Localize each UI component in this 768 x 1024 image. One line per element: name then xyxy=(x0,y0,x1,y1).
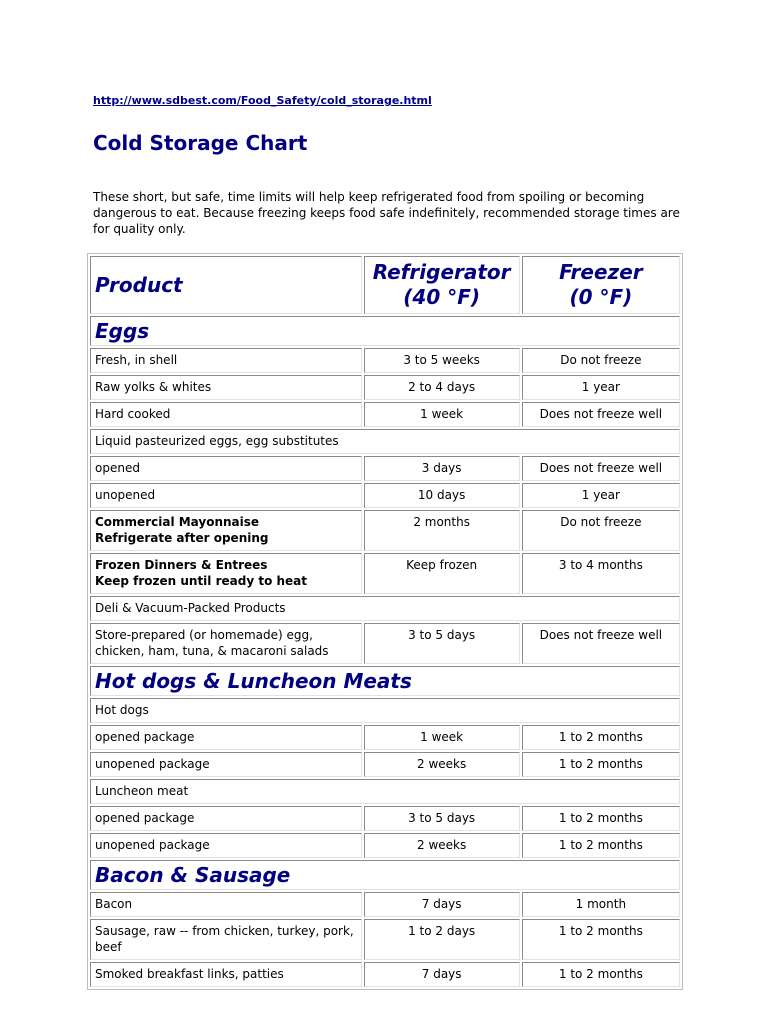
cell-freezer: Does not freeze well xyxy=(522,623,680,664)
table-row xyxy=(90,510,680,551)
cell-product: Deli & Vacuum-Packed Products xyxy=(90,596,680,621)
cell-refrigerator: Keep frozen xyxy=(364,553,520,594)
section-eggs: Eggs xyxy=(90,316,680,346)
cell-refrigerator: 2 months xyxy=(364,510,520,551)
frozen-dinners-note: Keep frozen until ready to heat xyxy=(95,574,308,588)
cell-product xyxy=(90,553,362,594)
intro-paragraph: These short, but safe, time limits will help keep refrigerated food from spoiling or becoming dangerous to eat. Because freezing keeps food safe indefinitely, recommended storage times are for quality only. xyxy=(93,190,680,236)
cell-freezer: 1 to 2 months xyxy=(522,962,680,987)
cell-product: Store-prepared (or homemade) egg, chicken, ham, tuna, & macaroni salads xyxy=(90,623,362,664)
table-row xyxy=(90,348,680,373)
cell-freezer: 1 to 2 months xyxy=(522,725,680,750)
cell-refrigerator: 3 to 5 days xyxy=(364,623,520,664)
cell-product: Raw yolks & whites xyxy=(90,375,362,400)
cell-refrigerator: 3 to 5 weeks xyxy=(364,348,520,373)
table-row xyxy=(90,596,680,621)
table-row xyxy=(90,725,680,750)
cell-freezer: Does not freeze well xyxy=(522,402,680,427)
cell-product: unopened package xyxy=(90,752,362,777)
table-row xyxy=(90,892,680,917)
cell-product xyxy=(90,510,362,551)
cell-product: Hard cooked xyxy=(90,402,362,427)
table-row xyxy=(90,919,680,960)
cell-freezer: 1 to 2 months xyxy=(522,833,680,858)
table-row xyxy=(90,806,680,831)
cell-product: unopened xyxy=(90,483,362,508)
cell-freezer: Does not freeze well xyxy=(522,456,680,481)
cell-freezer: 1 year xyxy=(522,483,680,508)
header-product: Product xyxy=(90,256,362,314)
header-refrigerator-line2: (40 °F) xyxy=(403,285,481,309)
cell-refrigerator: 2 weeks xyxy=(364,833,520,858)
cell-product: opened package xyxy=(90,806,362,831)
table-row xyxy=(90,375,680,400)
cell-product: opened xyxy=(90,456,362,481)
frozen-dinners-name: Frozen Dinners & Entrees xyxy=(95,558,268,572)
header-refrigerator xyxy=(364,256,520,314)
cell-product: Smoked breakfast links, patties xyxy=(90,962,362,987)
table-row xyxy=(90,623,680,664)
header-freezer xyxy=(522,256,680,314)
table-row xyxy=(90,752,680,777)
cell-refrigerator: 7 days xyxy=(364,892,520,917)
header-freezer-line2: (0 °F) xyxy=(569,285,633,309)
cell-product: Fresh, in shell xyxy=(90,348,362,373)
cell-refrigerator: 7 days xyxy=(364,962,520,987)
table-row xyxy=(90,962,680,987)
page-title: Cold Storage Chart xyxy=(93,131,308,155)
cell-refrigerator: 1 week xyxy=(364,725,520,750)
table-row xyxy=(90,429,680,454)
cell-freezer: 1 month xyxy=(522,892,680,917)
cell-product: Liquid pasteurized eggs, egg substitutes xyxy=(90,429,680,454)
cell-product: Luncheon meat xyxy=(90,779,680,804)
cell-freezer: Do not freeze xyxy=(522,348,680,373)
cell-freezer: 1 to 2 months xyxy=(522,919,680,960)
cell-product: Sausage, raw -- from chicken, turkey, pork, beef xyxy=(90,919,362,960)
cell-product: unopened package xyxy=(90,833,362,858)
table-header-row xyxy=(90,256,680,314)
section-hotdogs: Hot dogs & Luncheon Meats xyxy=(90,666,680,696)
cell-refrigerator: 2 weeks xyxy=(364,752,520,777)
table-row xyxy=(90,833,680,858)
cell-freezer: 1 year xyxy=(522,375,680,400)
cell-refrigerator: 1 week xyxy=(364,402,520,427)
table-row xyxy=(90,402,680,427)
cell-product: opened package xyxy=(90,725,362,750)
cell-freezer: 1 to 2 months xyxy=(522,806,680,831)
cell-product: Bacon xyxy=(90,892,362,917)
cell-refrigerator: 1 to 2 days xyxy=(364,919,520,960)
cell-refrigerator: 2 to 4 days xyxy=(364,375,520,400)
section-bacon: Bacon & Sausage xyxy=(90,860,680,890)
header-freezer-line1: Freezer xyxy=(559,260,643,284)
cell-refrigerator: 3 days xyxy=(364,456,520,481)
cell-refrigerator: 10 days xyxy=(364,483,520,508)
table-row xyxy=(90,779,680,804)
table-row xyxy=(90,456,680,481)
source-url-link[interactable]: http://www.sdbest.com/Food_Safety/cold_storage.html xyxy=(93,94,432,107)
cold-storage-table xyxy=(87,253,683,990)
cell-refrigerator: 3 to 5 days xyxy=(364,806,520,831)
table-row xyxy=(90,483,680,508)
cell-freezer: Do not freeze xyxy=(522,510,680,551)
cell-freezer: 3 to 4 months xyxy=(522,553,680,594)
table-row xyxy=(90,698,680,723)
cell-product: Hot dogs xyxy=(90,698,680,723)
cell-freezer: 1 to 2 months xyxy=(522,752,680,777)
mayo-note: Refrigerate after opening xyxy=(95,531,269,545)
header-refrigerator-line1: Refrigerator xyxy=(372,260,511,284)
mayo-name: Commercial Mayonnaise xyxy=(95,515,260,529)
table-row xyxy=(90,553,680,594)
